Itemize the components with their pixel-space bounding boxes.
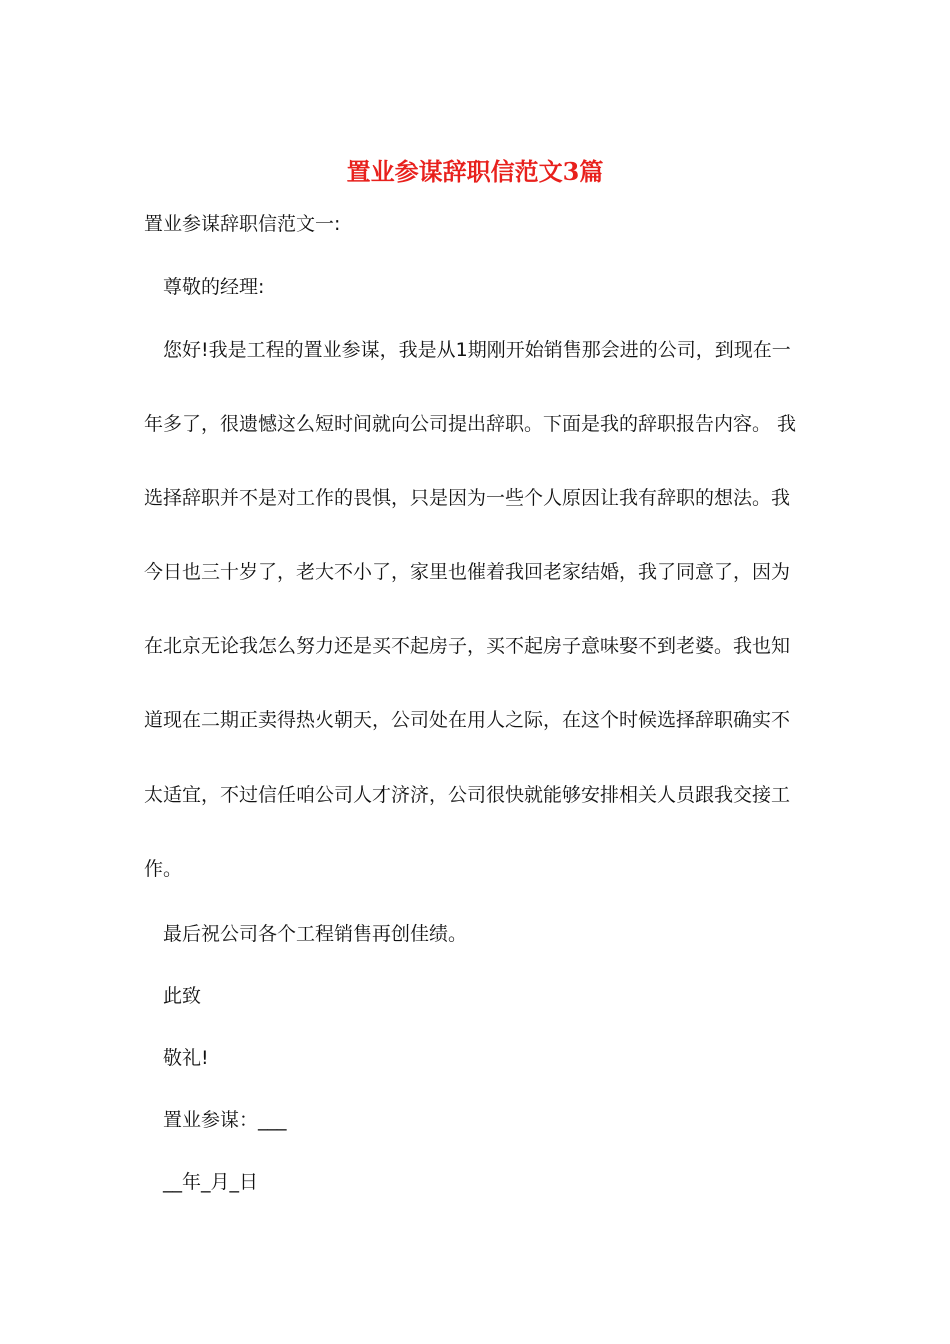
ci-zhi: 此致 [163, 985, 202, 1007]
document-title: 置业参谋辞职信范文3篇 [346, 157, 604, 186]
closing-wish: 最后祝公司各个工程销售再创佳绩。 [163, 923, 468, 945]
body-line: 作。 [144, 858, 183, 880]
jing-li: 敬礼! [163, 1047, 209, 1069]
signature: 置业参谋：___ [163, 1109, 287, 1131]
salutation: 尊敬的经理: [163, 276, 265, 298]
body-line: 选择辞职并不是对工作的畏惧，只是因为一些个人原因让我有辞职的想法。我 [144, 487, 791, 509]
date: __年_月_日 [163, 1171, 259, 1193]
body-line: 在北京无论我怎么努力还是买不起房子，买不起房子意味娶不到老婆。我也知 [144, 635, 791, 657]
letter-heading: 置业参谋辞职信范文一: [144, 213, 341, 235]
body-line: 您好!我是工程的置业参谋，我是从1期刚开始销售那会进的公司，到现在一 [163, 339, 791, 361]
body-line: 今日也三十岁了，老大不小了，家里也催着我回老家结婚，我了同意了，因为 [144, 561, 791, 583]
body-line: 年多了，很遗憾这么短时间就向公司提出辞职。下面是我的辞职报告内容。 我 [144, 413, 797, 435]
body-line: 道现在二期正卖得热火朝天，公司处在用人之际，在这个时候选择辞职确实不 [144, 709, 791, 731]
body-line: 太适宜，不过信任咱公司人才济济，公司很快就能够安排相关人员跟我交接工 [144, 784, 791, 806]
